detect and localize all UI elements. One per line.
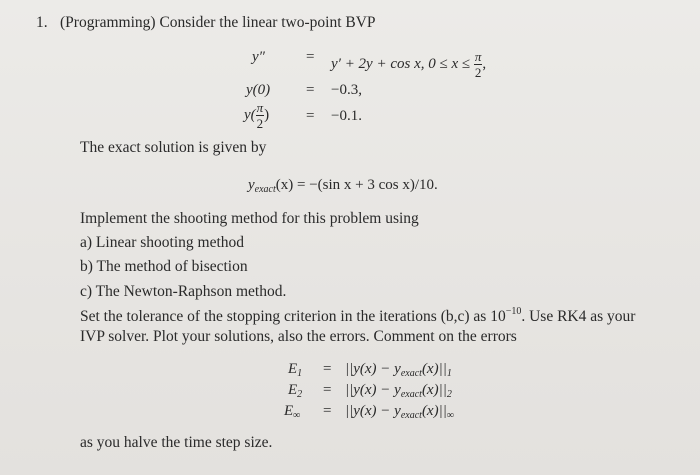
tolerance-line-1: Set the tolerance of the stopping criterion in the iterations (b,c) as $10^{-10}$. Use RK4 as your xyxy=(80,306,636,325)
problem-number: 1. xyxy=(36,14,48,31)
error-einf-equals: = xyxy=(323,403,332,419)
error-e2-rhs: $||y(x) - y_{exact}(x)||_2$ xyxy=(345,382,452,400)
bvp-eq3-lhs: y( $\frac{\pi}{2}$ ) xyxy=(244,100,270,131)
error-e1-lhs: $E_1$ xyxy=(288,361,303,379)
bvp-eq1-equals: = xyxy=(306,49,315,65)
tolerance-line-2: IVP solver. Plot your solutions, also the errors. Comment on the errors xyxy=(80,328,517,345)
problem-title: (Programming) Consider the linear two-point BVP xyxy=(60,14,376,31)
part-b: b) The method of bisection xyxy=(80,258,248,275)
error-e2-lhs: $E_2$ xyxy=(288,382,303,400)
bvp-eq2-rhs: −0.3, xyxy=(331,82,362,98)
bvp-eq3-rhs: −0.1. xyxy=(331,108,362,124)
bvp-eq1-rhs: y′ + 2y + cos x, 0 ≤ x ≤ $\frac{\pi}{2}$ , xyxy=(331,49,487,80)
pi-over-two-fraction: $\frac{\pi}{2}$ xyxy=(256,100,264,131)
bvp-eq2-lhs: y(0) xyxy=(246,82,271,98)
pi-over-two-fraction: $\frac{\pi}{2}$ xyxy=(474,49,482,80)
task-intro: Implement the shooting method for this problem using xyxy=(80,210,419,227)
exact-solution: $y_{exact}(x) = -(\sin$ x + 3 cos x)/10. xyxy=(248,177,438,195)
error-e1-equals: = xyxy=(323,361,332,377)
bvp-eq2-equals: = xyxy=(306,82,315,98)
error-einf-lhs: $E_\infty$ xyxy=(284,403,301,421)
error-e2-equals: = xyxy=(323,382,332,398)
bvp-eq1-lhs: y″ xyxy=(252,49,265,65)
bvp-eq3-equals: = xyxy=(306,108,315,124)
part-a: a) Linear shooting method xyxy=(80,234,244,251)
closing-text: as you halve the time step size. xyxy=(80,434,273,451)
exact-intro: The exact solution is given by xyxy=(80,139,267,156)
part-c: c) The Newton-Raphson method. xyxy=(80,283,287,300)
error-einf-rhs: $||y(x) - y_{exact}(x)||_\infty$ xyxy=(345,403,454,421)
error-e1-rhs: $||y(x) - y_{exact}(x)||_1$ xyxy=(345,361,452,379)
